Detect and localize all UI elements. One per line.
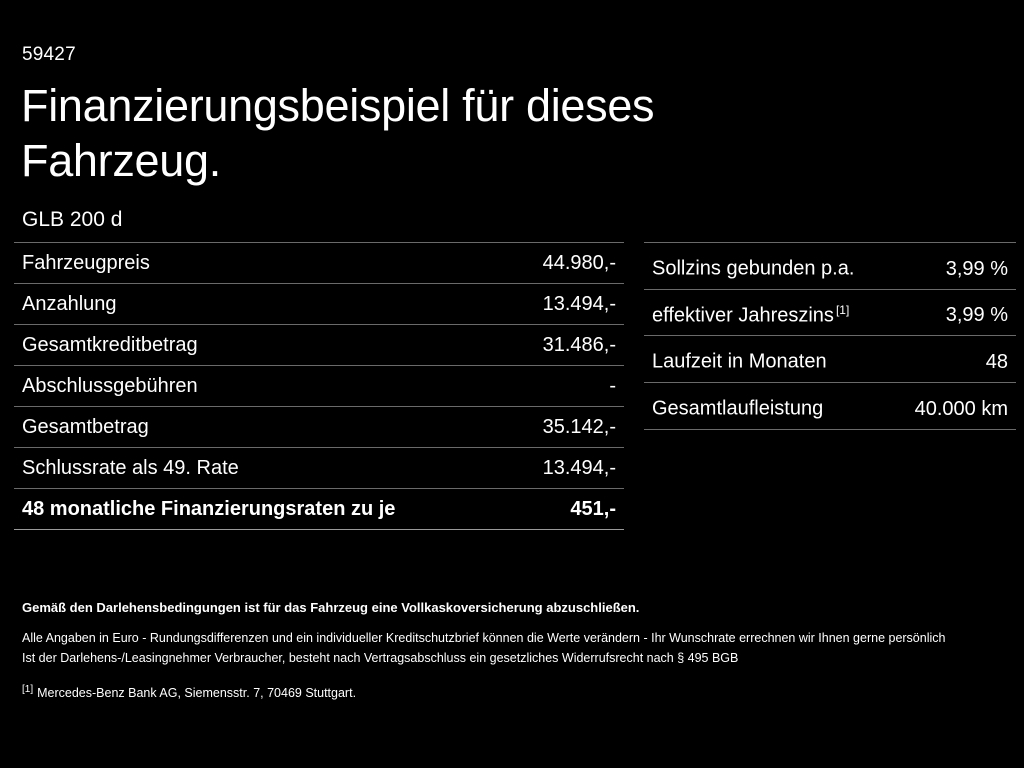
row-value: 13.494,- <box>542 293 616 315</box>
finance-table-right <box>644 242 1016 430</box>
finance-table-left <box>14 242 624 530</box>
table-row <box>644 383 1016 430</box>
footnote-marker: [1] <box>22 684 34 695</box>
table-row <box>644 242 1016 290</box>
vehicle-model-label: GLB 200 d <box>22 208 123 231</box>
footnote-bank-text: Mercedes-Benz Bank AG, Siemensstr. 7, 70469 Stuttgart. <box>37 686 357 701</box>
table-row <box>14 407 624 448</box>
row-label: Abschlussgebühren <box>22 375 198 397</box>
row-value: 48 <box>985 350 1008 373</box>
footnote-line-1: Alle Angaben in Euro - Rundungsdifferenzen und ein individueller Kreditschutzbrief können die Werte verändern - Ihr Wunschrate errechnen wir Ihnen gerne persönlich <box>22 631 946 645</box>
row-value: - <box>609 375 616 397</box>
reference-number: 59427 <box>22 44 76 65</box>
table-row <box>644 336 1016 383</box>
row-label: Laufzeit in Monaten <box>652 350 827 373</box>
row-label: effektiver Jahreszins [1] <box>652 302 850 327</box>
table-row <box>14 325 624 366</box>
table-row <box>14 284 624 325</box>
page-title: Finanzierungsbeispiel für dieses Fahrzeug. <box>21 80 655 186</box>
row-value: 44.980,- <box>542 252 616 274</box>
footnote-insurance-notice: Gemäß den Darlehensbedingungen ist für das Fahrzeug eine Vollkaskoversicherung abzuschließen. <box>22 600 640 615</box>
row-value: 13.494,- <box>542 457 616 479</box>
row-value: 451,- <box>570 498 616 520</box>
row-label: Gesamtbetrag <box>22 416 149 438</box>
footnotes-block <box>22 598 1002 703</box>
row-label: Gesamtkreditbetrag <box>22 334 198 356</box>
row-label: Schlussrate als 49. Rate <box>22 457 239 479</box>
table-row-monthly-rate <box>14 489 624 530</box>
row-value: 31.486,- <box>542 334 616 356</box>
footnote-bank-reference <box>22 680 1002 703</box>
row-value: 3,99 % <box>945 304 1008 327</box>
row-label: Anzahlung <box>22 293 117 315</box>
row-value: 35.142,- <box>542 416 616 438</box>
row-label: Fahrzeugpreis <box>22 252 150 274</box>
footnote-line-2: Ist der Darlehens-/Leasingnehmer Verbraucher, besteht nach Vertragsabschluss ein gesetzliches Widerrufsrecht nach § 495 BGB <box>22 651 739 665</box>
row-label: 48 monatliche Finanzierungsraten zu je <box>22 498 396 520</box>
row-value: 40.000 km <box>914 397 1008 420</box>
row-label: Gesamtlaufleistung <box>652 397 824 420</box>
row-value: 3,99 % <box>945 257 1008 280</box>
footnote-marker: [1] <box>835 302 850 317</box>
table-row <box>644 290 1016 337</box>
row-label: Sollzins gebunden p.a. <box>652 257 855 280</box>
table-row <box>14 366 624 407</box>
table-row <box>14 448 624 489</box>
table-row <box>14 242 624 284</box>
